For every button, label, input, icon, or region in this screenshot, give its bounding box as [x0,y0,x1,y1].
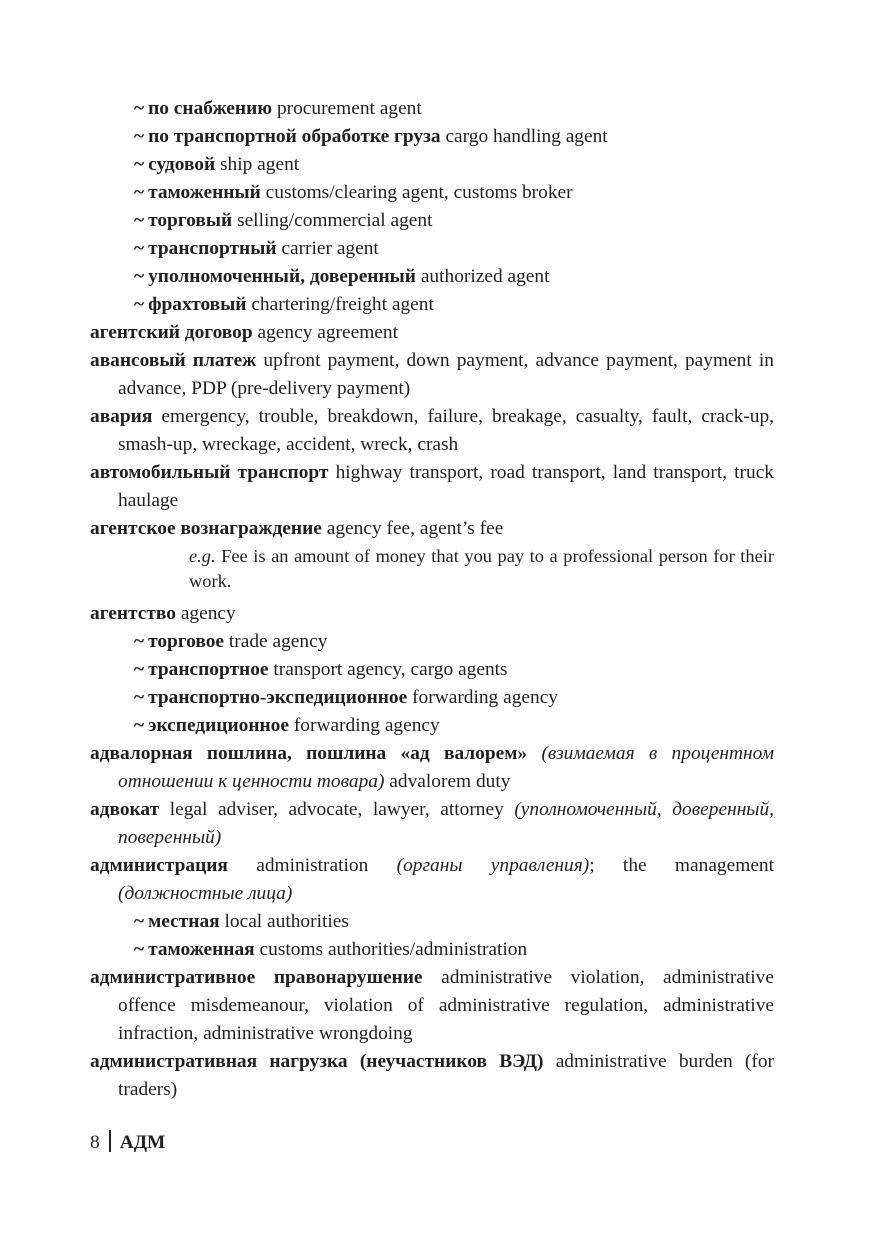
gloss: legal adviser, advocate, lawyer, attorney [169,799,504,820]
headword-entry [90,403,774,459]
headword: агентство [90,603,176,624]
tilde: ~ [134,238,145,259]
gloss: transport agency, cargo agents [273,659,508,680]
term: таможенный [148,182,261,203]
gloss: customs authorities/administration [259,939,528,960]
gloss: agency [180,603,236,624]
sub-entry [90,151,774,179]
gloss: advalorem duty [389,771,511,792]
headword-entry [90,347,774,403]
gloss: authorized agent [420,266,550,287]
sub-entry [90,628,774,656]
gloss: ship agent [220,154,300,175]
term: торговое [148,631,225,652]
headword-entry [90,319,774,347]
headword-entry [90,1048,774,1104]
term: транспортный [148,238,277,259]
usage-note-2: (должностные лица) [118,883,293,904]
page-number: 8 [90,1132,100,1153]
term: транспортно-экспедиционное [148,687,408,708]
sub-entry [90,179,774,207]
headword-entry [90,964,774,1048]
term: судовой [148,154,216,175]
tilde: ~ [134,687,145,708]
tilde: ~ [134,154,145,175]
gloss: forwarding agency [412,687,558,708]
tilde: ~ [134,210,145,231]
term: уполномоченный, доверенный [148,266,416,287]
tilde: ~ [134,939,145,960]
headword: автомобильный транспорт [90,462,329,483]
gloss: administration [256,855,369,876]
gloss: administrative burden (for traders) [118,1051,774,1100]
headword: административная нагрузка (неучастников ВЭД) [90,1051,544,1072]
sub-entry [90,936,774,964]
headword-entry [90,459,774,515]
term: по транспортной обработке груза [148,126,441,147]
headword: агентское вознаграждение [90,518,322,539]
term: экспедиционное [148,715,289,736]
term: местная [148,911,220,932]
headword: адвалорная пошлина, пошлина «ад валорем» [90,743,528,764]
headword: адвокат [90,799,160,820]
usage-note: (уполномоченный, доверенный, поверенный) [118,799,774,848]
gloss: local authorities [224,911,349,932]
tilde: ~ [134,266,145,287]
term: по снабжению [148,98,273,119]
gloss: selling/commercial agent [237,210,433,231]
tilde: ~ [134,98,145,119]
tilde: ~ [134,631,145,652]
sub-entry [90,908,774,936]
page-footer [90,1129,165,1157]
sub-entry [90,656,774,684]
gloss: highway transport, road transport, land transport, truck haulage [118,462,774,511]
gloss: upfront payment, down payment, advance payment, payment in advance, PDP (pre-delivery payment) [118,350,774,399]
sub-entry [90,291,774,319]
tilde: ~ [134,294,145,315]
sub-entry [90,123,774,151]
tilde: ~ [134,715,145,736]
sub-entry [90,263,774,291]
usage-example [90,544,774,594]
sub-entry [90,207,774,235]
sub-entry [90,235,774,263]
tilde: ~ [134,126,145,147]
gloss: customs/clearing agent, customs broker [265,182,573,203]
section-label: АДМ [119,1132,166,1153]
headword: администрация [90,855,228,876]
footer-divider [109,1130,111,1152]
gloss: agency fee, agent’s fee [326,518,504,539]
example-text: Fee is an amount of money that you pay to a professional person for their work. [189,546,775,591]
tilde: ~ [134,911,145,932]
gloss-2: ; the management [589,855,775,876]
sub-entry [90,95,774,123]
term: таможенная [148,939,255,960]
gloss: chartering/freight agent [251,294,434,315]
headword-entry [90,740,774,796]
gloss: forwarding agency [293,715,440,736]
gloss: agency agreement [257,322,398,343]
gloss: emergency, trouble, breakdown, failure, breakage, casualty, fault, crack-up, smash-up, wreckage, accident, wreck, crash [118,406,774,455]
tilde: ~ [134,182,145,203]
example-label: e.g. [189,546,216,566]
gloss: carrier agent [281,238,379,259]
headword: авансовый платеж [90,350,257,371]
headword: агентский договор [90,322,253,343]
gloss: cargo handling agent [445,126,608,147]
usage-note: (органы управления) [396,855,590,876]
usage-note: (взимаемая в процентном отношении к ценности товара) [118,743,774,792]
tilde: ~ [134,659,145,680]
headword-entry [90,852,774,908]
gloss: trade agency [228,631,328,652]
headword-entry [90,600,774,628]
sub-entry [90,712,774,740]
dictionary-page [90,95,774,1104]
gloss: procurement agent [276,98,422,119]
gloss: administrative violation, administrative offence misdemeanour, violation of administrative regulation, administrative infraction, administrative wrongdoing [118,967,774,1044]
headword: административное правонарушение [90,967,423,988]
term: транспортное [148,659,269,680]
term: торговый [148,210,233,231]
sub-entry [90,684,774,712]
headword-entry [90,515,774,543]
headword-entry [90,796,774,852]
term: фрахтовый [148,294,247,315]
headword: авария [90,406,153,427]
